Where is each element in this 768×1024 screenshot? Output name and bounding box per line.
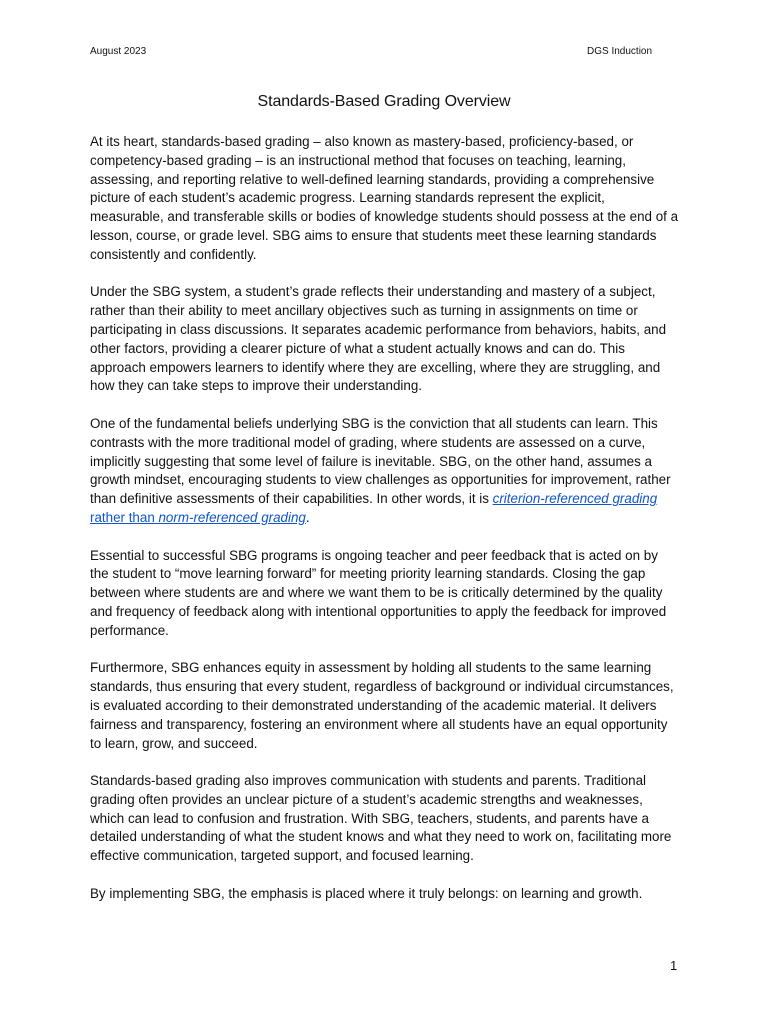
paragraph-5: Furthermore, SBG enhances equity in assessment by holding all students to the same learning standards, thus ensuring that every student, regardless of background or individual circumstances, is evaluated according to their demonstrated understanding of the academic material. It delivers fairness and transparency, fostering an environment where all students have an equal opportunity to learn, grow, and succeed. [90, 660, 674, 751]
page-number: 1 [670, 958, 678, 973]
header-label: DGS Induction [587, 46, 653, 57]
paragraph-3-text: One of the fundamental beliefs underlying SBG is the conviction that all students can learn. This contrasts with the more traditional model of grading, where students are assessed on a curve, implicitly suggesting that some level of failure is inevitable. SBG, on the other hand, assumes a growth mindset, encouraging students to view challenges as opportunities for improvement, rather than definitive assessments of their capabilities. In other words, it is [90, 415, 671, 507]
page-title: Standards-Based Grading Overview [257, 93, 511, 110]
link-middle: rather than [90, 509, 159, 525]
paragraph-7: By implementing SBG, the emphasis is placed where it truly belongs: on learning and growth. [90, 885, 643, 901]
document-body [90, 133, 680, 922]
paragraph-2: Under the SBG system, a student’s grade reflects their understanding and mastery of a subject, rather than their ability to meet ancillary objectives such as turning in assignments on time or participating in class discussions. It separates academic performance from behaviors, habits, and other factors, providing a clearer picture of what a student actually knows and can do. This approach empowers learners to identify where they are excelling, where they are struggling, and how they can take steps to improve their understanding. [90, 284, 667, 394]
link-part-2: norm-referenced grading [158, 509, 306, 525]
header-date: August 2023 [90, 46, 147, 57]
paragraph-6: Standards-based grading also improves communication with students and parents. Traditional grading often provides an unclear picture of a student’s academic strengths and weaknesses, which can lead to confusion and frustration. With SBG, teachers, students, and parents have a detailed understanding of what the student knows and what they need to work on, facilitating more effective communication, targeted support, and focused learning. [90, 773, 672, 864]
link-part-1: criterion-referenced grading [492, 491, 658, 507]
paragraph-4: Essential to successful SBG programs is ongoing teacher and peer feedback that is acted on by the student to “move learning forward” for meeting priority learning standards. Closing the gap between where students are and where we want them to be is critically determined by the quality and frequency of feedback along with intentional opportunities to apply the feedback for improved performance. [90, 547, 667, 638]
paragraph-1: At its heart, standards-based grading – also known as mastery-based, proficiency-based, or competency-based grading – is an instructional method that focuses on teaching, learning, assessing, and reporting relative to well-defined learning standards, providing a comprehensive picture of each student’s academic progress. Learning standards represent the explicit, measurable, and transferable skills or bodies of knowledge students should possess at the end of a lesson, course, or grade level. SBG aims to ensure that students meet these learning standards consistently and confidently. [90, 134, 679, 262]
paragraph-3-trailing: . [305, 509, 310, 525]
paragraph-3 [90, 415, 680, 528]
